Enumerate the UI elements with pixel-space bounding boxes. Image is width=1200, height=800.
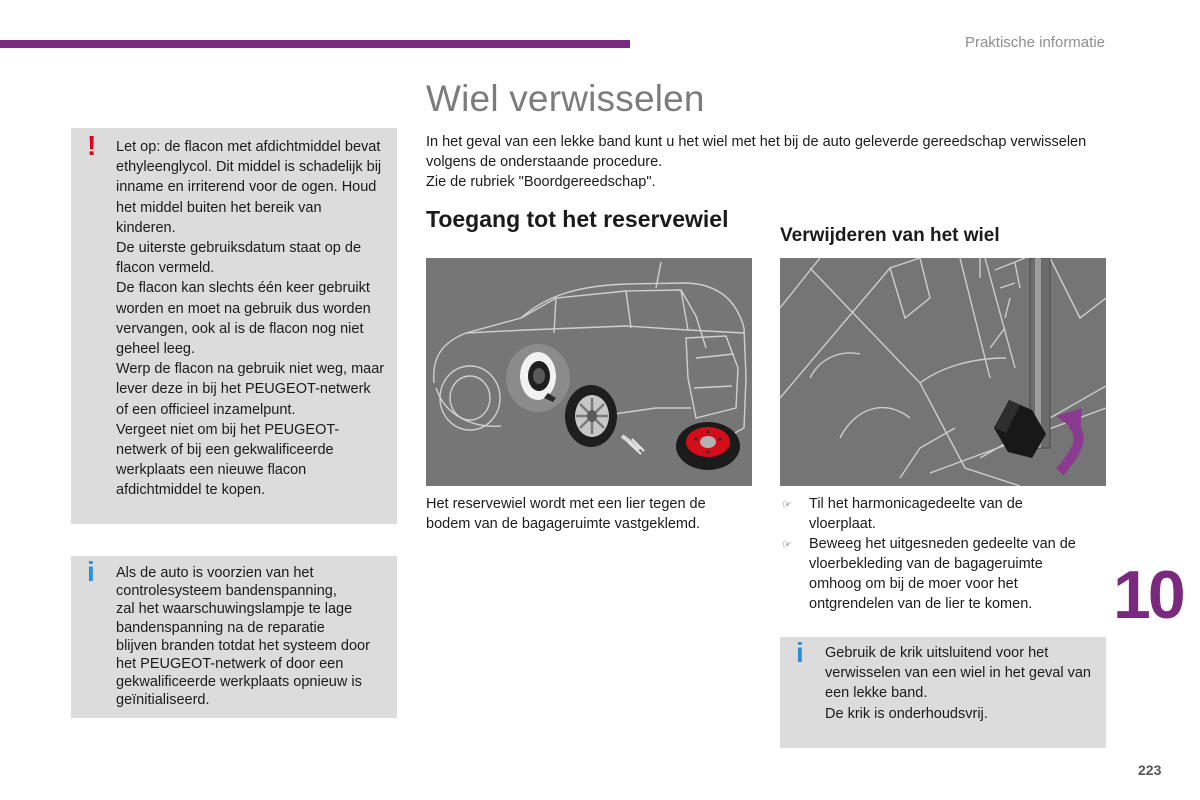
trunk-winch-illustration	[780, 258, 1106, 486]
info-box-tpms	[71, 556, 397, 718]
heading-wheel-removal: Verwijderen van het wiel	[780, 225, 1000, 246]
info-line: blijven branden totdat het systeem door	[116, 637, 370, 654]
warning-paragraph: Vergeet niet om bij het PEUGEOT-netwerk of bij een gekwalificeerde werkplaats een nieuwe flacon afdichtmiddel te kopen.	[116, 421, 340, 499]
info-icon: i	[796, 637, 804, 668]
removal-step-text: Til het harmonicagedeelte van de vloerplaat.	[809, 496, 1023, 532]
info-text	[116, 564, 385, 710]
info-line: geïnitialiseerd.	[116, 692, 210, 709]
removal-steps-list	[780, 494, 1090, 614]
header-accent-bar	[0, 40, 630, 48]
warning-paragraph: De flacon kan slechts één keer gebruikt worden en moet na gebruik dus worden vervangen, ook al is de flacon nog niet geheel leeg.	[116, 280, 371, 358]
info-paragraph: De krik is onderhoudsvrij.	[825, 705, 988, 722]
info-line: gekwalificeerde werkplaats opnieuw is	[116, 674, 362, 691]
car-illustration-svg	[426, 258, 752, 486]
info-icon: i	[87, 556, 95, 587]
warning-paragraph: Let op: de flacon met afdichtmiddel bevat ethyleenglycol. Dit middel is schadelijk bij inname en irriterend voor de ogen. Houd het middel buiten het bereik van kinderen.	[116, 139, 382, 236]
car-spare-wheel-illustration	[426, 258, 752, 486]
info-text	[825, 643, 1094, 724]
info-line: Als de auto is voorzien van het	[116, 565, 314, 581]
info-paragraph: Gebruik de krik uitsluitend voor het verwisselen van een wiel in het geval van een lekke band.	[825, 645, 1091, 702]
warning-paragraph: De uiterste gebruiksdatum staat op de flacon vermeld.	[116, 240, 362, 277]
removal-step	[780, 534, 1090, 614]
info-box-jack	[780, 637, 1106, 748]
intro-text	[426, 132, 1106, 192]
warning-paragraph: Werp de flacon na gebruik niet weg, maar lever deze in bij het PEUGEOT-netwerk of een officieel inzamelpunt.	[116, 361, 385, 418]
spare-wheel-caption: Het reservewiel wordt met een lier tegen de bodem van de bagageruimte vastgeklemd.	[426, 496, 706, 532]
section-label: Praktische informatie	[964, 34, 1105, 51]
warning-text	[116, 137, 385, 501]
info-line: bandenspanning na de reparatie	[116, 619, 325, 636]
page-title: Wiel verwisselen	[426, 78, 705, 119]
info-line: controlesysteem bandenspanning,	[116, 583, 337, 600]
removal-step-text: Beweeg het uitgesneden gedeelte van de vloerbekleding van de bagageruimte omhoog om bij de moer voor het ontgrendelen van de lier te komen.	[809, 536, 1076, 612]
intro-paragraph: Zie de rubriek "Boordgereedschap".	[426, 174, 656, 190]
pointing-hand-icon: ☞	[782, 499, 792, 511]
pointing-hand-icon: ☞	[782, 539, 792, 551]
removal-step	[780, 494, 1090, 534]
info-line: het PEUGEOT-netwerk of door een	[116, 656, 344, 673]
info-line: zal het waarschuwingslampje te lage	[116, 601, 353, 618]
page-number: 223	[1138, 762, 1162, 778]
intro-paragraph: In het geval van een lekke band kunt u het wiel met het bij de auto geleverde gereedschap verwisselen volgens de onderstaande procedure.	[426, 134, 1087, 170]
warning-box	[71, 128, 397, 524]
warning-icon: !	[87, 130, 97, 161]
trunk-illustration-svg	[780, 258, 1106, 486]
chapter-number: 10	[1113, 557, 1183, 633]
heading-spare-wheel-access: Toegang tot het reservewiel	[426, 206, 729, 232]
